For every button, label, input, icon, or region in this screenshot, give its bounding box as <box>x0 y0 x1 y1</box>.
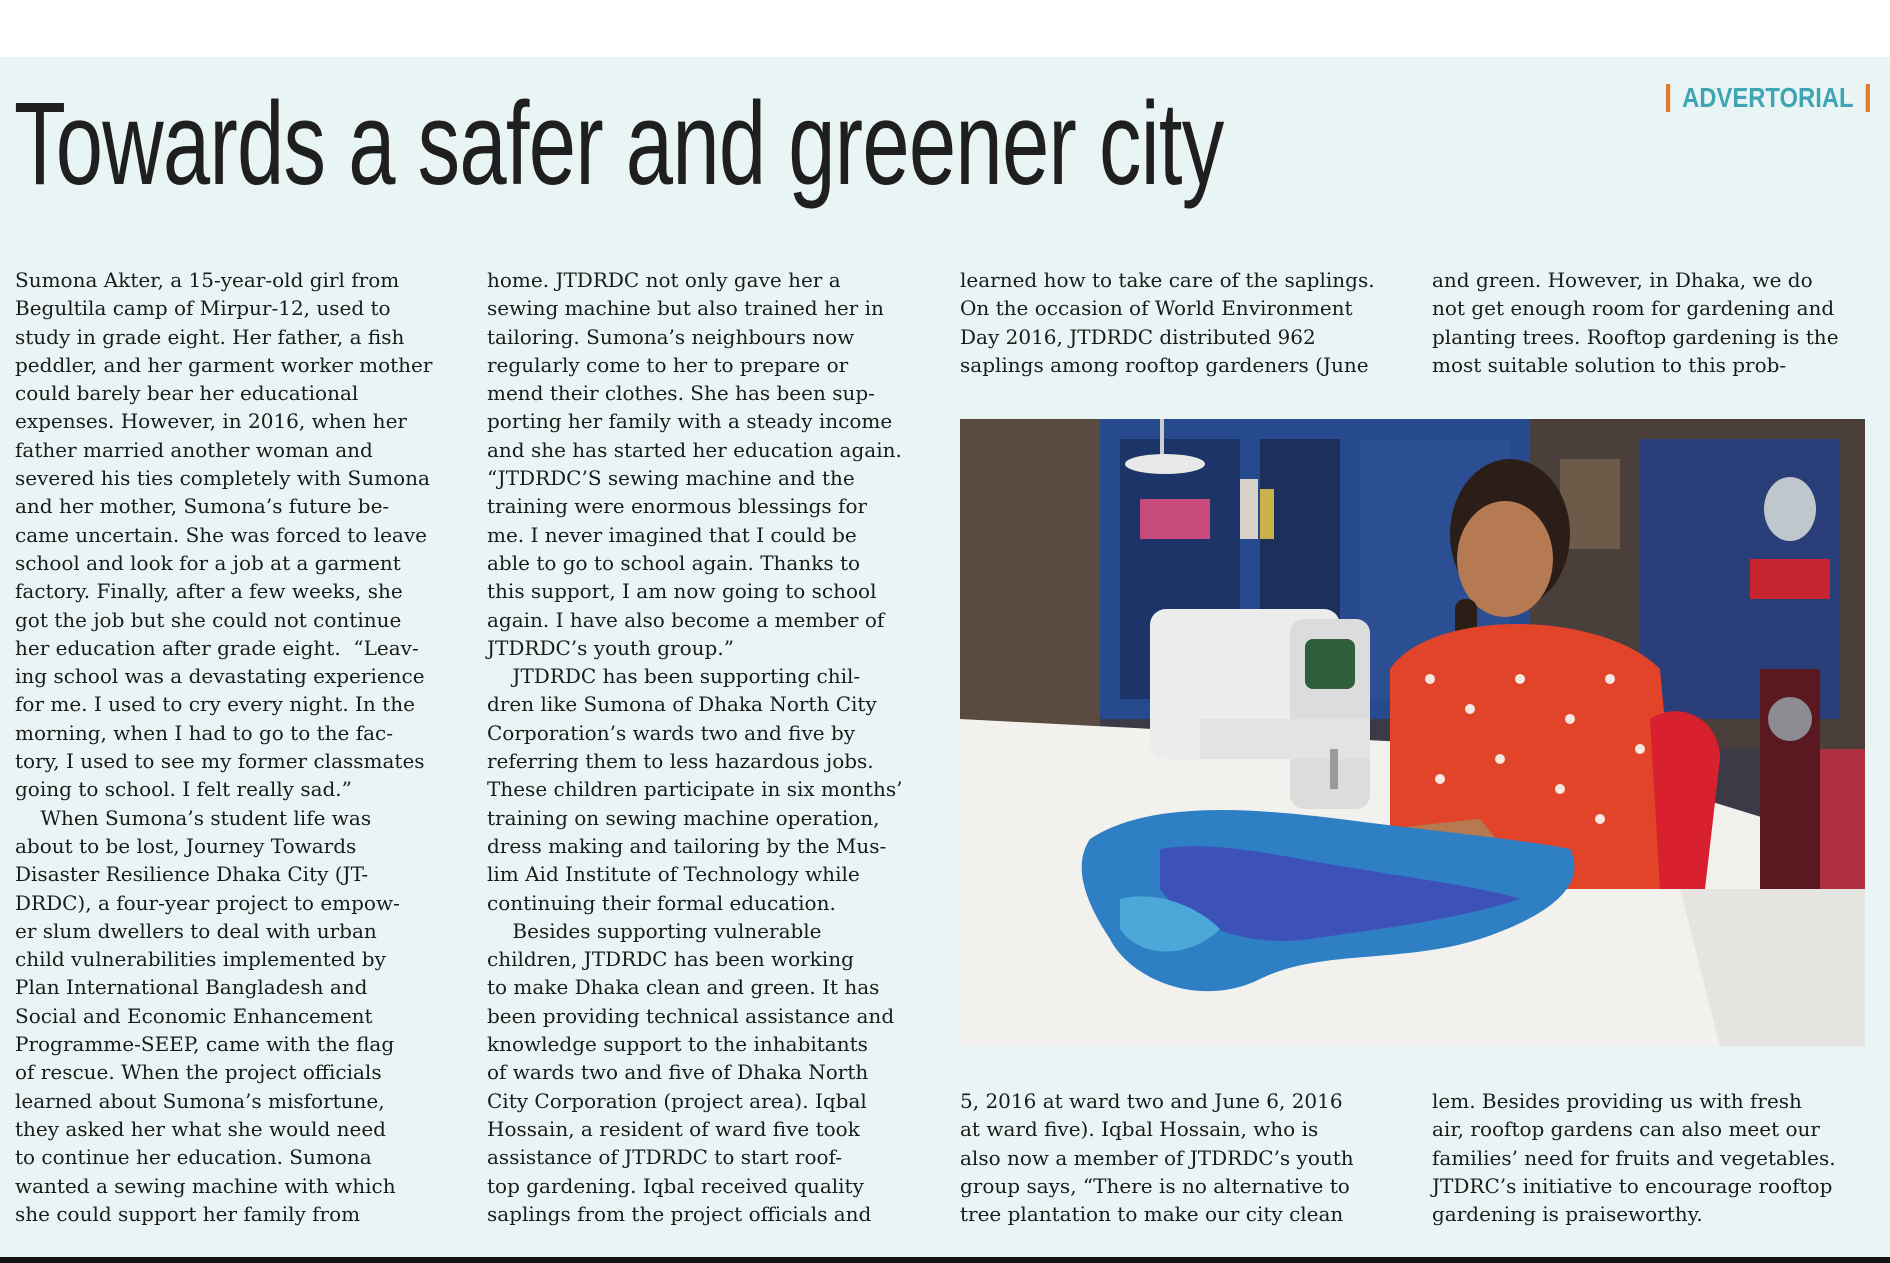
article-column-1: Sumona Akter, a 15-year-old girl from Begultila camp of Mirpur-12, used to study in grade eight. Her father, a fish peddler, and her garment worker mother could barely bear her educational expenses. However, in 2016, when her father married another woman and severed his ties completely with Sumona and her mother, Sumona’s future be- came uncertain. She was forced to leave school and look for a job at a garment factory. Finally, after a few weeks, she got the job but she could not continue her education after grade eight. “Leav- ing school was a devastating experience for me. I used to cry every night. In the morning, when I had to go to the fac- tory, I used to see my former classmates going to school. I felt really sad.” When Sumona’s student life was about to be lost, Journey Towards Disaster Resilience Dhaka City (JT- DRDC), a four-year project to empow- er slum dwellers to deal with urban child vulnerabilities implemented by Plan International Bangladesh and Social and Economic Enhancement Programme-SEEP, came with the flag of rescue. When the project officials learned about Sumona’s misfortune, they asked her what she would need to continue her education. Sumona wanted a sewing machine with which she could support her family from <box>15 268 433 1226</box>
tag-bar-left <box>1666 84 1670 112</box>
section-tag-label: ADVERTORIAL <box>1682 82 1854 113</box>
article-column-3-top: learned how to take care of the saplings. On the occasion of World Environment Day 2016, JTDRDC distributed 962 saplings among rooftop gardeners (June <box>960 268 1375 377</box>
article-column-3-bottom: 5, 2016 at ward two and June 6, 2016 at ward five). Iqbal Hossain, who is also now a member of JTDRDC’s youth group says, “There is no alternative to tree plantation to make our city clean <box>960 1089 1354 1227</box>
headline: Towards a safer and greener city <box>14 78 1224 210</box>
article-column-4-top: and green. However, in Dhaka, we do not get enough room for gardening and planting trees. Rooftop gardening is the most suitable solution to this prob- <box>1432 268 1839 377</box>
article-column-4-bottom: lem. Besides providing us with fresh air, rooftop gardens can also meet our families’ need for fruits and vegetables. JTDRC’s initiative to encourage rooftop gardening is praiseworthy. <box>1432 1089 1836 1227</box>
tag-bar-right <box>1866 84 1870 112</box>
bottom-rule <box>0 1257 1890 1263</box>
article-column-2: home. JTDRDC not only gave her a sewing machine but also trained her in tailoring. Sumona’s neighbours now regularly come to her to prepare or mend their clothes. She has been sup- porting her family with a steady income and she has started her education again. “JTDRDC’S sewing machine and the training were enormous blessings for me. I never imagined that I could be able to go to school again. Thanks to this support, I am now going to school again. I have also become a member of JTDRDC’s youth group.” JTDRDC has been supporting chil- dren like Sumona of Dhaka North City Corporation’s wards two and five by referring them to less hazardous jobs. These children participate in six months’ training on sewing machine operation, dress making and tailoring by the Mus- lim Aid Institute of Technology while continuing their formal education. Besides supporting vulnerable children, JTDRDC has been working to make Dhaka clean and green. It has been providing technical assistance and knowledge support to the inhabitants of wards two and five of Dhaka North City Corporation (project area). Iqbal Hossain, a resident of ward five took assistance of JTDRDC to start roof- top gardening. Iqbal received quality saplings from the project officials and <box>487 268 903 1226</box>
article-photo <box>960 419 1865 1046</box>
section-tag <box>1666 82 1870 114</box>
